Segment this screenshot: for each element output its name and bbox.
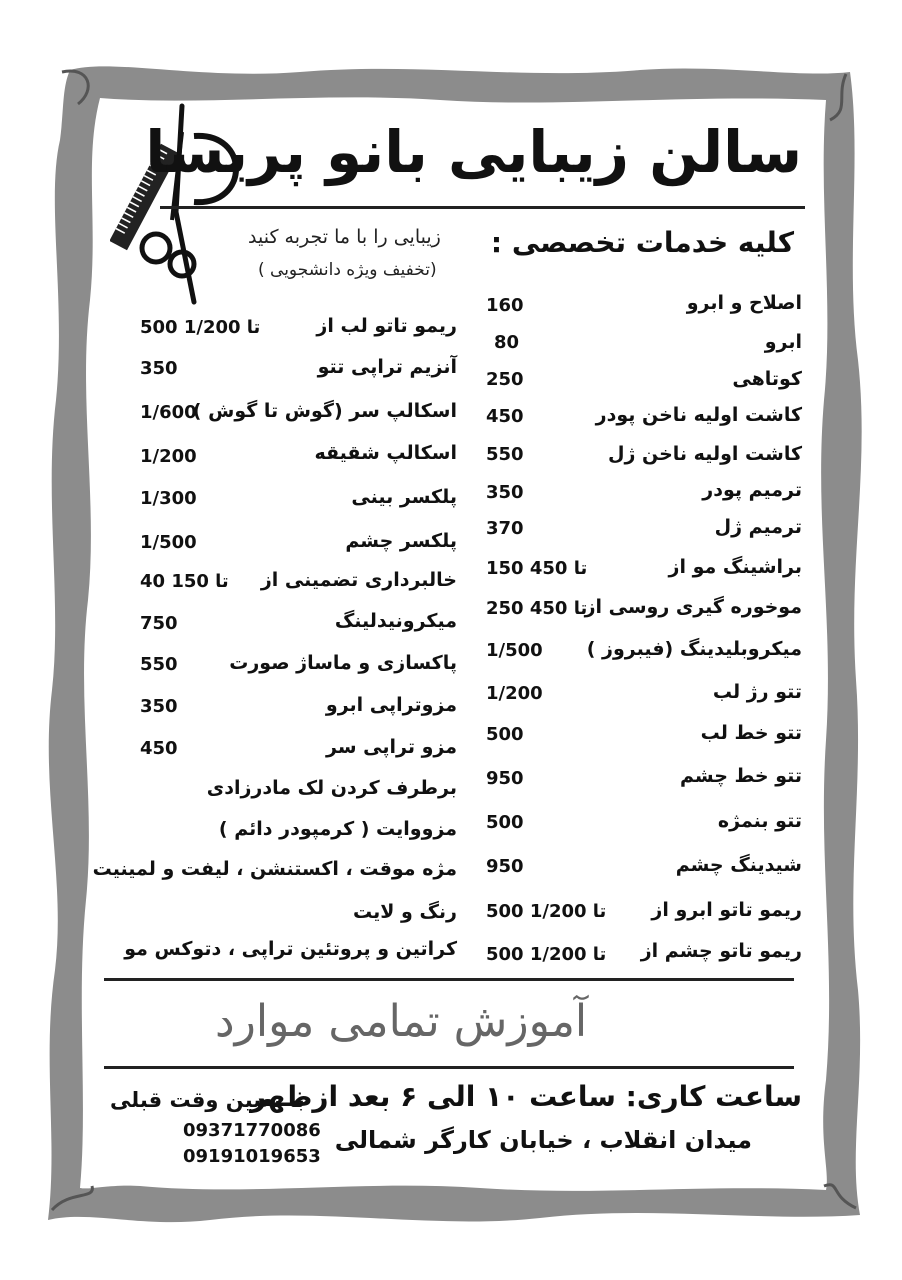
divider-bottom (104, 1066, 794, 1069)
service-price: 350 (140, 696, 178, 717)
divider-top (104, 978, 794, 981)
service-price: 1/500 (140, 532, 197, 553)
service-price: 250 تا 450 (486, 598, 588, 619)
service-price: 1/500 (486, 640, 543, 661)
service-name: میکرونیدلینگ (334, 610, 457, 632)
services-heading: کلیه خدمات تخصصی : (490, 226, 794, 259)
title-underline (160, 206, 805, 209)
service-price: 160 (486, 295, 524, 316)
service-price: 80 (494, 332, 520, 353)
service-name: کراتین و پروتئین تراپی ، دتوکس مو (124, 938, 457, 960)
service-name: پلکسر بینی (351, 486, 457, 508)
service-name: میکروبلیدینگ (فیبروز ) (586, 638, 802, 660)
service-name: تتو رژ لب (712, 681, 802, 703)
service-price: 450 (140, 738, 178, 759)
service-price: 550 (486, 444, 524, 465)
service-name: پلکسر چشم (345, 530, 457, 552)
service-price: 500 تا 1/200 (140, 317, 261, 338)
service-price: 1/200 (140, 446, 197, 467)
service-name: براشینگ مو از (668, 556, 802, 578)
service-price: 550 (140, 654, 178, 675)
service-price: 350 (486, 482, 524, 503)
service-name: پاکسازی و ماساژ صورت (229, 652, 457, 674)
service-name: کاشت اولیه ناخن ژل (607, 443, 802, 465)
service-price: 500 (486, 724, 524, 745)
service-name: تتو خط لب (700, 722, 802, 744)
service-price: 1/200 (486, 683, 543, 704)
service-price: 1/600 (140, 402, 197, 423)
service-name: مزو تراپی سر (326, 736, 457, 758)
service-name: موخوره گیری روسی از (584, 596, 802, 618)
service-name: رنگ و لایت (353, 901, 457, 923)
phone-number[interactable]: 09371770086 (183, 1120, 321, 1141)
service-name: شیدینگ چشم (675, 854, 802, 876)
service-price: 950 (486, 768, 524, 789)
working-hours: ساعت کاری: ساعت ۱۰ الی ۶ بعد ازظهر (250, 1080, 802, 1113)
address: میدان انقلاب ، خیابان کارگر شمالی (334, 1126, 752, 1154)
service-name: کوتاهی (732, 368, 802, 390)
service-name: برطرف کردن لک مادرزادی (206, 777, 457, 799)
service-price: 250 (486, 369, 524, 390)
service-name: ابرو (764, 331, 802, 353)
service-price: 370 (486, 518, 524, 539)
service-name: خالبرداری تضمینی از (260, 569, 457, 591)
service-price: 150 تا 450 (486, 558, 588, 579)
service-price: 500 تا 1/200 (486, 901, 607, 922)
salon-title: سالن زیبایی بانو پریسا (145, 118, 802, 186)
appointment-note: با تعیین وقت قبلی (110, 1088, 305, 1112)
service-name: مژه موقت ، اکستنشن ، لیفت و لمینیت (92, 858, 457, 880)
service-price: 1/300 (140, 488, 197, 509)
service-name: تتو بنمژه (717, 810, 802, 832)
service-name: مزووایت ( کرمپودر دائم ) (218, 818, 457, 840)
service-name: مزوتراپی ابرو (325, 694, 457, 716)
service-name: ریمو تاتو لب از (316, 315, 457, 337)
service-price: 500 تا 1/200 (486, 944, 607, 965)
service-name: کاشت اولیه ناخن پودر (595, 404, 802, 426)
phone-number[interactable]: 09191019653 (183, 1146, 321, 1167)
service-price: 450 (486, 406, 524, 427)
service-price: 40 تا 150 (140, 571, 229, 592)
service-name: ترمیم ژل (714, 516, 802, 538)
service-name: اسکالپ سر (گوش تا گوش ) (192, 400, 457, 422)
training-banner: آموزش تمامی موارد (215, 996, 588, 1047)
service-price: 350 (140, 358, 178, 379)
service-price: 750 (140, 613, 178, 634)
service-name: ریمو تاتو چشم از (640, 940, 802, 962)
service-name: اصلاح و ابرو (686, 292, 802, 314)
service-name: ریمو تاتو ابرو از (651, 899, 802, 921)
service-name: اسکالپ شقیقه (314, 442, 457, 464)
student-discount: (تخفیف ویژه دانشجویی ) (258, 260, 437, 280)
slogan: زیبایی را با ما تجربه کنید (248, 226, 441, 248)
service-price: 950 (486, 856, 524, 877)
service-price: 500 (486, 812, 524, 833)
service-name: ترمیم پودر (702, 479, 802, 501)
service-name: آنزیم تراپی تتو (317, 356, 457, 378)
service-name: تتو خط چشم (680, 765, 802, 787)
